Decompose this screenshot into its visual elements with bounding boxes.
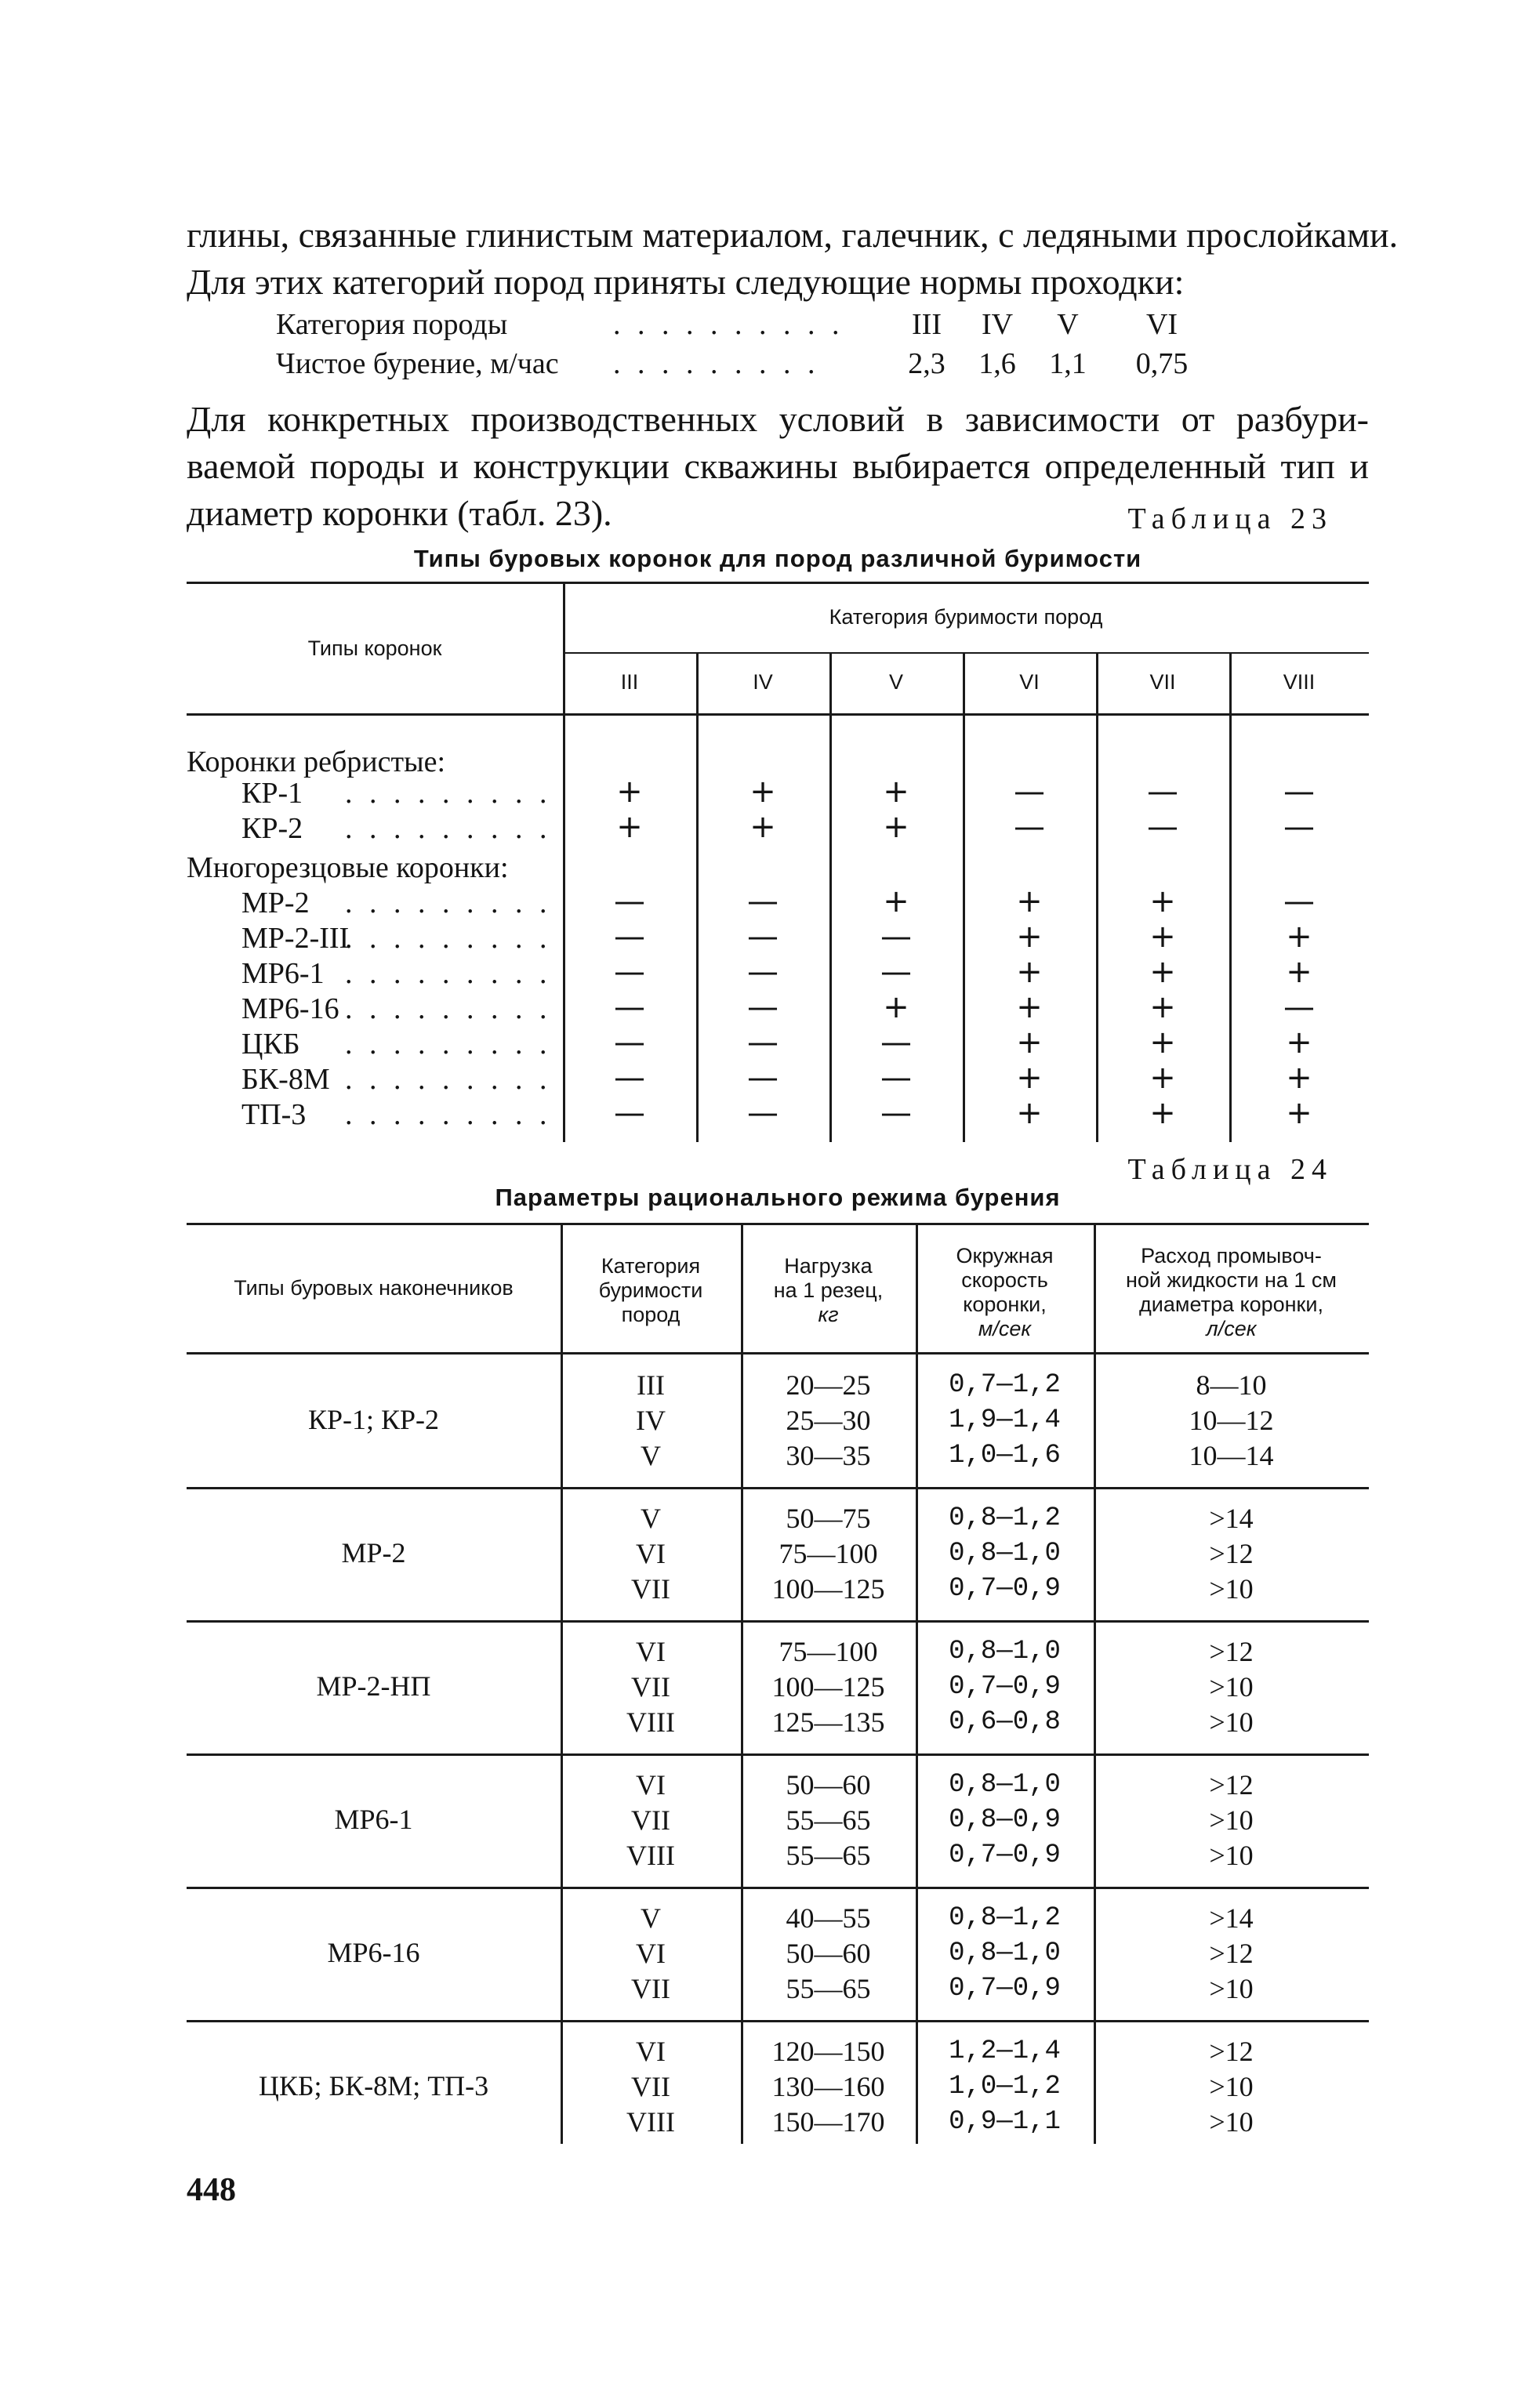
header-line: Нагрузка — [784, 1254, 873, 1278]
category-cell: IV — [636, 1405, 666, 1436]
dash-mark: — — [1014, 774, 1045, 810]
header-line: Расход промывоч- — [1141, 1244, 1322, 1267]
plus-mark: + — [1149, 919, 1176, 955]
norms-rate: 1,6 — [978, 347, 1016, 380]
tip-type-name: МР-2 — [341, 1537, 406, 1568]
column-header-category: VI — [1019, 670, 1040, 694]
category-cell: V — [641, 1503, 661, 1534]
speed-cell: 0,6—0,8 — [949, 1707, 1061, 1737]
load-cell: 125—135 — [771, 1706, 885, 1738]
norms-category: V — [1057, 308, 1079, 341]
norms-category: III — [912, 308, 942, 341]
speed-cell: 0,8—1,0 — [949, 1938, 1061, 1968]
dash-mark: — — [614, 1060, 645, 1096]
column-header-category — [561, 1254, 741, 1327]
column-header-tip-types: Типы буровых наконечников — [234, 1276, 514, 1300]
plus-mark: + — [1016, 1024, 1043, 1061]
leader-dots: . . . . . . . . . — [345, 1063, 552, 1096]
category-cell: V — [641, 1902, 661, 1934]
tip-type-name: КР-1; КР-2 — [307, 1404, 440, 1435]
column-header-category: V — [888, 670, 903, 694]
plus-mark: + — [1286, 919, 1312, 955]
load-cell: 20—25 — [786, 1369, 871, 1401]
dash-mark: — — [1147, 809, 1178, 845]
tip-type-name: МР6-16 — [327, 1937, 420, 1968]
header-line: ной жидкости на 1 см — [1126, 1268, 1337, 1292]
header-line: скорость — [961, 1268, 1048, 1292]
speed-cell: 0,7—0,9 — [949, 1974, 1061, 2004]
row-name: КР-2 — [241, 812, 303, 845]
category-cell: VI — [636, 2036, 666, 2067]
flow-cell: 10—12 — [1189, 1405, 1274, 1436]
speed-cell: 0,8—1,2 — [949, 1503, 1061, 1533]
dash-mark: — — [1014, 809, 1045, 845]
plus-mark: + — [749, 774, 776, 810]
row-name: ТП-3 — [241, 1098, 307, 1131]
header-line: буримости — [598, 1278, 703, 1302]
category-cell: V — [641, 1440, 661, 1471]
category-cell: VII — [631, 1671, 670, 1703]
header-line: диаметра коронки, — [1139, 1293, 1323, 1316]
header-line: пород — [621, 1303, 681, 1326]
leader-dots: . . . . . . . . . — [345, 922, 552, 955]
header-line: л/сек — [1206, 1317, 1257, 1340]
load-cell: 150—170 — [771, 2106, 885, 2138]
dash-mark: — — [1283, 774, 1315, 810]
speed-cell: 1,9—1,4 — [949, 1405, 1061, 1435]
plus-mark: + — [1016, 1095, 1043, 1131]
column-header-speed — [916, 1244, 1094, 1341]
plus-mark: + — [1016, 1060, 1043, 1096]
column-header-category: VIII — [1283, 670, 1316, 694]
group-separator — [187, 2020, 1369, 2022]
dash-mark: — — [614, 919, 645, 955]
dash-mark: — — [1283, 989, 1315, 1025]
flow-cell: >10 — [1209, 1573, 1254, 1605]
leader-dots: . . . . . . . . . — [345, 887, 552, 919]
dash-mark: — — [880, 1024, 912, 1061]
norms-rate: 1,1 — [1049, 347, 1087, 380]
speed-cell: 0,7—1,2 — [949, 1370, 1061, 1400]
plus-mark: + — [1286, 1024, 1312, 1061]
category-cell: VIII — [626, 1706, 675, 1738]
category-cell: VII — [631, 1573, 670, 1605]
plus-mark: + — [883, 989, 909, 1025]
group-separator — [187, 1620, 1369, 1623]
table-rule — [187, 1352, 1369, 1354]
norms-category: IV — [981, 308, 1014, 341]
dash-mark: — — [614, 1095, 645, 1131]
plus-mark: + — [883, 809, 909, 845]
category-cell: VII — [631, 1973, 670, 2004]
speed-cell: 0,8—1,0 — [949, 1539, 1061, 1568]
speed-cell: 0,7—0,9 — [949, 1574, 1061, 1604]
category-cell: VI — [636, 1636, 666, 1667]
dash-mark: — — [1283, 883, 1315, 919]
plus-mark: + — [616, 774, 643, 810]
header-line: Категория — [601, 1254, 701, 1278]
flow-cell: >10 — [1209, 1671, 1254, 1703]
dash-mark: — — [747, 919, 779, 955]
row-name: МР-2 — [241, 887, 310, 919]
flow-cell: >14 — [1209, 1503, 1254, 1534]
column-header-category: VII — [1149, 670, 1176, 694]
plus-mark: + — [1016, 883, 1043, 919]
plus-mark: + — [1149, 1024, 1176, 1061]
norms-rate: 0,75 — [1135, 347, 1189, 380]
load-cell: 30—35 — [786, 1440, 871, 1471]
speed-cell: 0,7—0,9 — [949, 1672, 1061, 1702]
flow-cell: >10 — [1209, 1840, 1254, 1871]
dash-mark: — — [747, 1024, 779, 1061]
body-line-2: ваемой породы и конструкции скважины выбирается определенный тип и — [187, 446, 1369, 486]
leader-dots: . . . . . . . . . — [345, 777, 552, 810]
tip-type-name: ЦКБ; БК-8М; ТП-3 — [258, 2070, 489, 2102]
group-label-ribbed: Коронки ребристые: — [187, 745, 446, 778]
flow-cell: 10—14 — [1189, 1440, 1274, 1471]
speed-cell: 0,8—1,2 — [949, 1903, 1061, 1933]
leader-dots: . . . . . . . . . — [345, 1098, 552, 1131]
plus-mark: + — [1149, 1060, 1176, 1096]
plus-mark: + — [1286, 954, 1312, 990]
header-line: кг — [818, 1303, 839, 1326]
flow-cell: >12 — [1209, 1769, 1254, 1801]
dash-mark: — — [880, 919, 912, 955]
plus-mark: + — [1286, 1095, 1312, 1131]
page-number: 448 — [187, 2172, 236, 2208]
dash-mark: — — [614, 954, 645, 990]
load-cell: 25—30 — [786, 1405, 871, 1436]
speed-cell: 0,7—0,9 — [949, 1840, 1061, 1870]
norms-category-label: Категория породы — [276, 308, 508, 341]
plus-mark: + — [616, 809, 643, 845]
row-name: МР-2-III — [241, 922, 350, 955]
category-cell: VII — [631, 1804, 670, 1836]
leader-dots: . . . . . . . . . — [345, 992, 552, 1025]
speed-cell: 0,8—1,0 — [949, 1770, 1061, 1800]
dash-mark: — — [614, 1024, 645, 1061]
flow-cell: >12 — [1209, 1538, 1254, 1569]
category-cell: VIII — [626, 2106, 675, 2138]
header-line: м/сек — [978, 1317, 1032, 1340]
column-header-category: IV — [753, 670, 773, 694]
group-label-multicutter: Многорезцовые коронки: — [187, 851, 509, 884]
load-cell: 50—60 — [786, 1938, 871, 1969]
dash-mark: — — [880, 954, 912, 990]
plus-mark: + — [883, 883, 909, 919]
dash-mark: — — [747, 989, 779, 1025]
speed-cell: 1,2—1,4 — [949, 2036, 1061, 2066]
dash-mark: — — [880, 1060, 912, 1096]
dash-mark: — — [614, 883, 645, 919]
category-cell: VI — [636, 1538, 666, 1569]
flow-cell: >12 — [1209, 1636, 1254, 1667]
load-cell: 130—160 — [771, 2071, 885, 2102]
dash-mark: — — [1283, 809, 1315, 845]
column-header-category-group: Категория буримости пород — [829, 605, 1103, 629]
leader-dots: . . . . . . . . . — [345, 1028, 552, 1061]
tip-type-name: МР-2-НП — [316, 1670, 431, 1702]
flow-cell: >12 — [1209, 2036, 1254, 2067]
group-separator — [187, 1753, 1369, 1756]
column-header-load — [741, 1254, 916, 1327]
category-cell: III — [637, 1369, 665, 1401]
speed-cell: 0,8—0,9 — [949, 1805, 1061, 1835]
speed-cell: 0,9—1,1 — [949, 2107, 1061, 2137]
intro-line-1: глины, связанные глинистым материалом, галечник, с ледяными прослойками. — [187, 215, 1399, 255]
row-name: КР-1 — [241, 777, 303, 810]
category-cell: VIII — [626, 1840, 675, 1871]
load-cell: 40—55 — [786, 1902, 871, 1934]
table-24-caption: Таблица 24 — [1127, 1153, 1333, 1186]
dash-mark: — — [747, 1095, 779, 1131]
plus-mark: + — [749, 809, 776, 845]
flow-cell: >12 — [1209, 1938, 1254, 1969]
load-cell: 50—75 — [786, 1503, 871, 1534]
header-line: на 1 резец, — [773, 1278, 884, 1302]
plus-mark: + — [883, 774, 909, 810]
plus-mark: + — [1016, 954, 1043, 990]
dash-mark: — — [747, 883, 779, 919]
table-rule — [187, 1223, 1369, 1225]
speed-cell: 0,8—1,0 — [949, 1637, 1061, 1666]
load-cell: 55—65 — [786, 1973, 871, 2004]
load-cell: 55—65 — [786, 1804, 871, 1836]
leader-dots: . . . . . . . . . . — [613, 308, 844, 341]
table-24-title: Параметры рационального режима бурения — [495, 1184, 1061, 1211]
flow-cell: >10 — [1209, 1804, 1254, 1836]
row-name: ЦКБ — [241, 1028, 300, 1061]
speed-cell: 1,0—1,2 — [949, 2072, 1061, 2102]
dash-mark: — — [747, 1060, 779, 1096]
table-23-caption: Таблица 23 — [1127, 502, 1333, 535]
plus-mark: + — [1149, 883, 1176, 919]
flow-cell: 8—10 — [1196, 1369, 1267, 1401]
row-name: МР6-1 — [241, 957, 325, 990]
intro-line-2: Для этих категорий пород приняты следующие нормы проходки: — [187, 262, 1185, 302]
load-cell: 100—125 — [771, 1573, 885, 1605]
header-line: коронки, — [963, 1293, 1047, 1316]
load-cell: 120—150 — [771, 2036, 885, 2067]
leader-dots: . . . . . . . . . — [345, 957, 552, 990]
flow-cell: >10 — [1209, 1706, 1254, 1738]
norms-rate-label: Чистое бурение, м/час — [276, 347, 559, 380]
leader-dots: . . . . . . . . . — [613, 347, 820, 380]
column-header-category: III — [620, 670, 639, 694]
header-line: Окружная — [956, 1244, 1054, 1267]
row-name: БК-8М — [241, 1063, 330, 1096]
group-separator — [187, 1487, 1369, 1489]
norms-rate: 2,3 — [908, 347, 945, 380]
column-header-flow — [1094, 1244, 1369, 1341]
plus-mark: + — [1149, 954, 1176, 990]
plus-mark: + — [1016, 989, 1043, 1025]
column-header-types: Типы коронок — [307, 636, 442, 660]
norms-category: VI — [1145, 308, 1178, 341]
body-line-1: Для конкретных производственных условий в зависимости от разбури- — [187, 399, 1369, 439]
dash-mark: — — [747, 954, 779, 990]
plus-mark: + — [1149, 989, 1176, 1025]
plus-mark: + — [1016, 919, 1043, 955]
flow-cell: >14 — [1209, 1902, 1254, 1934]
load-cell: 55—65 — [786, 1840, 871, 1871]
category-cell: VI — [636, 1769, 666, 1801]
plus-mark: + — [1149, 1095, 1176, 1131]
category-cell: VI — [636, 1938, 666, 1969]
flow-cell: >10 — [1209, 2071, 1254, 2102]
category-cell: VII — [631, 2071, 670, 2102]
table-23-title: Типы буровых коронок для пород различной буримости — [413, 545, 1142, 572]
flow-cell: >10 — [1209, 2106, 1254, 2138]
plus-mark: + — [1286, 1060, 1312, 1096]
load-cell: 50—60 — [786, 1769, 871, 1801]
dash-mark: — — [1147, 774, 1178, 810]
body-line-3: диаметр коронки (табл. 23). — [187, 493, 612, 533]
flow-cell: >10 — [1209, 1973, 1254, 2004]
row-name: МР6-16 — [241, 992, 339, 1025]
load-cell: 75—100 — [779, 1636, 878, 1667]
load-cell: 100—125 — [771, 1671, 885, 1703]
load-cell: 75—100 — [779, 1538, 878, 1569]
group-separator — [187, 1887, 1369, 1889]
speed-cell: 1,0—1,6 — [949, 1441, 1061, 1471]
tip-type-name: МР6-1 — [334, 1804, 413, 1835]
dash-mark: — — [880, 1095, 912, 1131]
dash-mark: — — [614, 989, 645, 1025]
leader-dots: . . . . . . . . . — [345, 812, 552, 845]
